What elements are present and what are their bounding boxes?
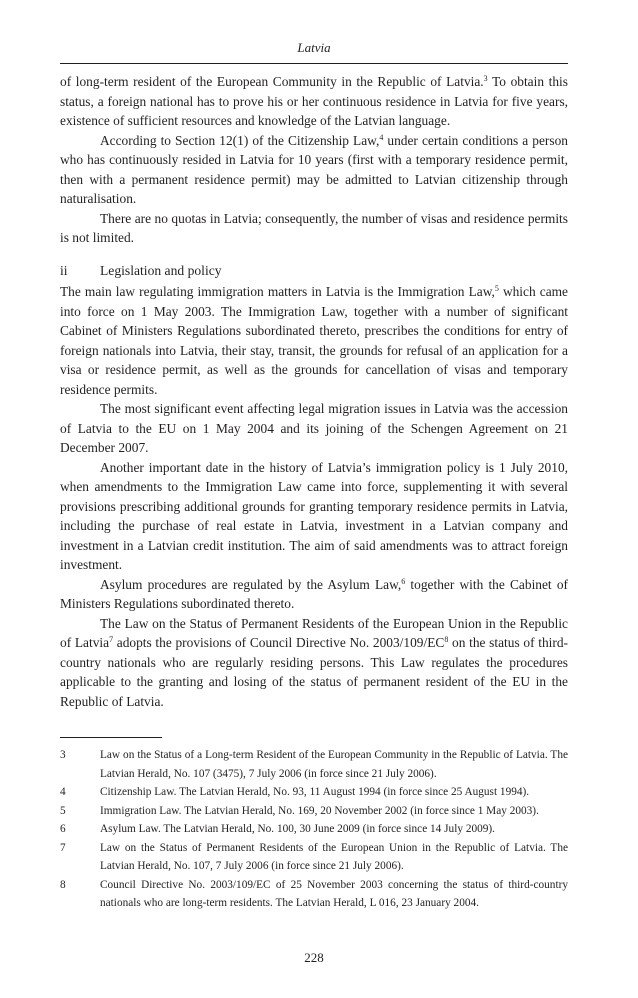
footnote-text: Immigration Law. The Latvian Herald, No. 169, 20 November 2002 (in force since 1 May 2003). bbox=[100, 804, 539, 817]
section-title: Legislation and policy bbox=[100, 262, 222, 278]
footnote-number: 5 bbox=[60, 804, 66, 817]
footnote-number: 7 bbox=[60, 841, 66, 854]
section-heading bbox=[60, 261, 568, 281]
footnote-number: 3 bbox=[60, 749, 66, 761]
paragraph-text: of long-term resident of the European Community in the Republic of Latvia. bbox=[60, 74, 484, 89]
paragraph-text: together with the Cabinet of Ministers Regulations subordinated thereto. bbox=[60, 576, 568, 611]
paragraph-text: Asylum procedures are regulated by the Asylum Law, bbox=[100, 576, 402, 592]
footnote bbox=[60, 783, 568, 802]
footnote-ref[interactable]: 6 bbox=[401, 576, 406, 586]
section-number: ii bbox=[60, 262, 68, 278]
paragraph-text: Another important date in the history of Latvia’s immigration policy is 1 July 2010, when amendments to the Immigration Law came into force, supplementing it with several provisions prescribing additional grounds for granting temporary residence permits in Latvia, including the purchase of real estate in Latvia, investment in a Latvian company and investment in a Latvian credit institution. The aim of said amendments was to attract foreign investment. bbox=[60, 459, 568, 572]
paragraph bbox=[60, 131, 568, 209]
paragraph-text: adopts the provisions of Council Directive No. 2003/109/EC bbox=[113, 635, 445, 650]
footnotes bbox=[60, 746, 568, 913]
paragraph-text: on the status of third-country nationals who are regularly residing persons. This Law regulates the procedures applicable to the granting and losing of the status of permanent resident of the EU in the Republic of Latvia. bbox=[60, 635, 568, 709]
footnote bbox=[60, 839, 568, 876]
footnote-text: Citizenship Law. The Latvian Herald, No. 93, 11 August 1994 (in force since 25 August 1994). bbox=[100, 786, 530, 798]
footnote-ref[interactable]: 3 bbox=[483, 74, 488, 83]
paragraph bbox=[60, 209, 568, 248]
footnote-number: 6 bbox=[60, 823, 66, 835]
footnote-text: Law on the Status of Permanent Residents of the European Union in the Republic of Latvia. The Latvian Herald, No. 107, 7 July 2006 (in force since 21 July 2006). bbox=[100, 841, 568, 872]
footnote-number: 8 bbox=[60, 878, 66, 891]
footnote bbox=[60, 820, 568, 839]
footnote-ref[interactable]: 4 bbox=[379, 132, 384, 142]
paragraph-text: The Law on the Status of Permanent Residents of the European Union in the Republic of Latvia bbox=[60, 615, 568, 650]
paragraph-text: There are no quotas in Latvia; consequently, the number of visas and residence permits is not limited. bbox=[60, 210, 568, 245]
paragraph-text: To obtain this status, a foreign national has to prove his or her continuous residence in Latvia for five years, existence of sufficient resources and knowledge of the Latvian language. bbox=[60, 74, 568, 128]
footnote bbox=[60, 746, 568, 783]
footnote-ref[interactable]: 7 bbox=[109, 635, 114, 644]
footnote-text: Asylum Law. The Latvian Herald, No. 100, 30 June 2009 (in force since 14 July 2009). bbox=[100, 823, 495, 835]
paragraph bbox=[60, 614, 568, 712]
paragraph bbox=[60, 575, 568, 614]
footnote bbox=[60, 876, 568, 913]
paragraph bbox=[60, 458, 568, 575]
paragraph-text: According to Section 12(1) of the Citizenship Law, bbox=[100, 132, 380, 148]
footnote-ref[interactable]: 5 bbox=[494, 284, 499, 293]
footnote-text: Council Directive No. 2003/109/EC of 25 November 2003 concerning the status of third-country nationals who are long-term residents. The Latvian Herald, L 016, 23 January 2004. bbox=[100, 878, 568, 909]
footnote-text: Law on the Status of a Long-term Resident of the European Community in the Republic of Latvia. The Latvian Herald, No. 107 (3475), 7 July 2006 (in force since 21 July 2006). bbox=[100, 749, 568, 780]
paragraph-text: which came into force on 1 May 2003. The Immigration Law, together with a number of significant Cabinet of Ministers Regulations subordinated thereto, prescribes the conditions for entry of foreign nationals into Latvia, their stay, transit, the grounds for refusal of an application for a visa or residence permit, as well as the grounds for cancellation of visas and temporary residence permits. bbox=[60, 284, 568, 397]
paragraph bbox=[60, 72, 568, 131]
paragraph-text: The main law regulating immigration matters in Latvia is the Immigration Law, bbox=[60, 284, 495, 299]
paragraph-text: under certain conditions a person who has continuously resided in Latvia for 10 years (first with a temporary residence permit, then with a permanent residence permit) may be admitted to Latvian citizenship through naturalisation. bbox=[60, 132, 568, 206]
paragraph bbox=[60, 399, 568, 458]
page-number: 228 bbox=[304, 950, 324, 965]
footnote bbox=[60, 802, 568, 821]
paragraph-text: The most significant event affecting legal migration issues in Latvia was the accession of Latvia to the EU on 1 May 2004 and its joining of the Schengen Agreement on 21 December 2007. bbox=[60, 401, 568, 455]
main-text bbox=[60, 72, 568, 711]
paragraph bbox=[60, 282, 568, 399]
footnote-number: 4 bbox=[60, 786, 66, 798]
header-rule bbox=[60, 63, 568, 64]
footnote-rule bbox=[60, 737, 162, 738]
footnote-ref[interactable]: 8 bbox=[444, 635, 449, 644]
running-header: Latvia bbox=[297, 40, 331, 55]
